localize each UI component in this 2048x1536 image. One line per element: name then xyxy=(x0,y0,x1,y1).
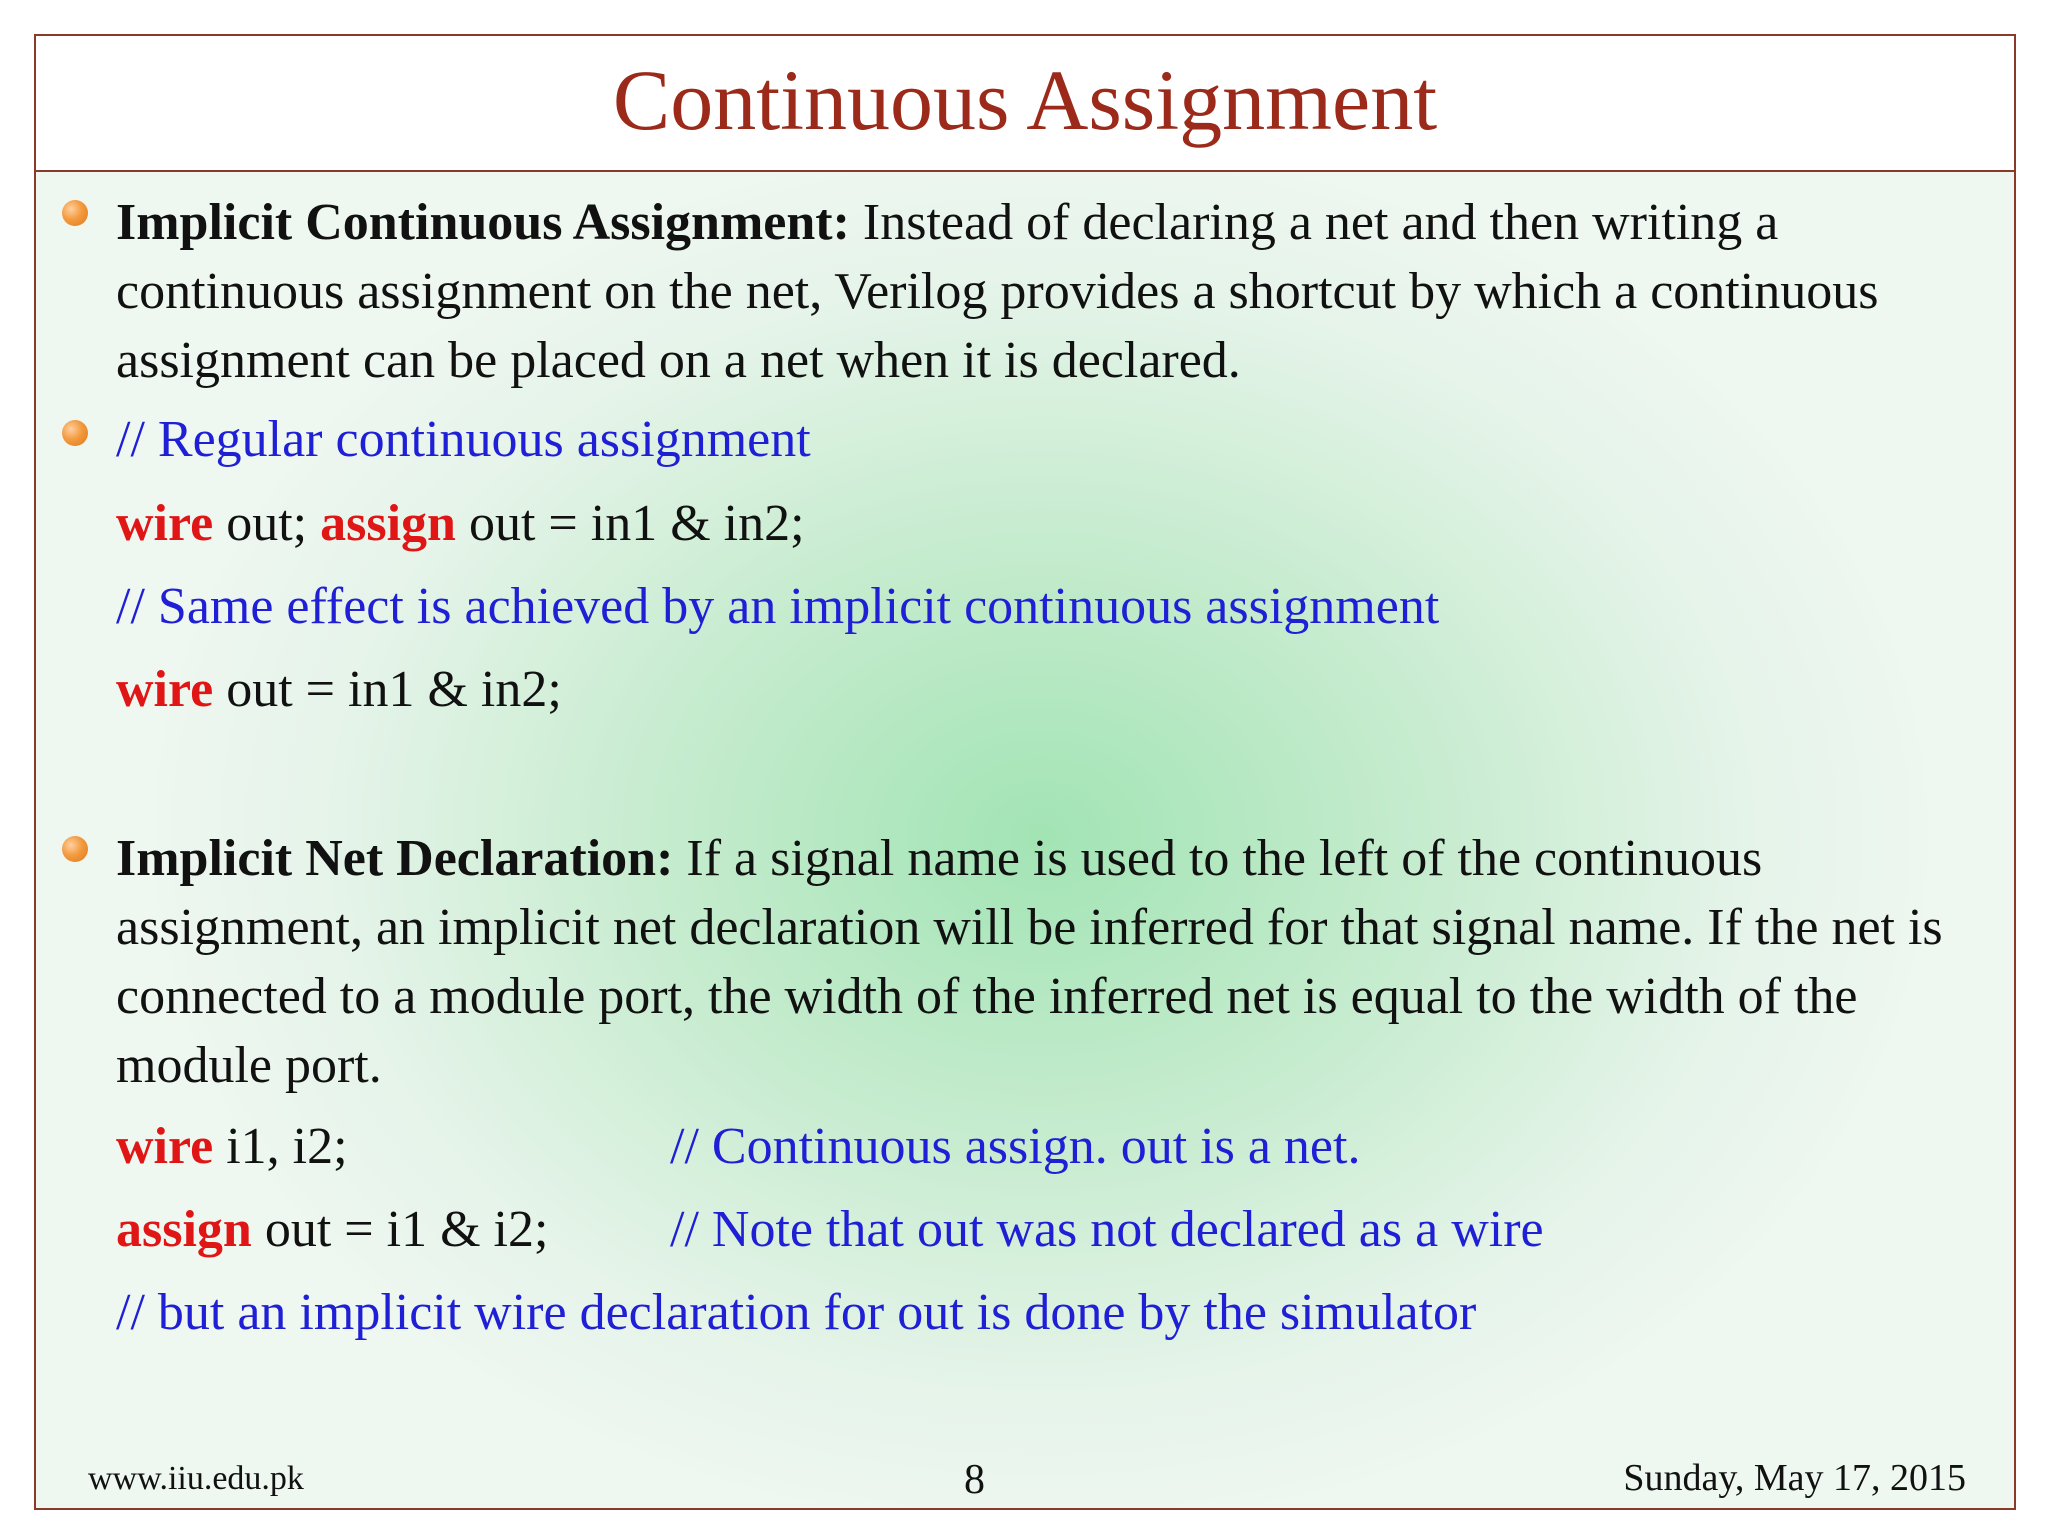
code-text: out = in1 & in2; xyxy=(213,661,562,718)
bullet-dot-icon xyxy=(62,200,88,226)
bullet-term: Implicit Continuous Assignment: xyxy=(116,194,850,251)
bullet-term: Implicit Net Declaration: xyxy=(116,830,674,887)
footer-url: www.iiu.edu.pk xyxy=(88,1460,304,1497)
code-comment: // Regular continuous assignment xyxy=(116,411,811,468)
code-text: i1, i2; xyxy=(213,1118,348,1175)
keyword: wire xyxy=(116,495,214,552)
bullet-implicit-net-declaration xyxy=(116,824,1996,1100)
code-comment: // Continuous assign. out is a net. xyxy=(670,1118,1361,1175)
code-line xyxy=(116,1200,548,1260)
page-number: 8 xyxy=(964,1457,985,1503)
keyword: assign xyxy=(320,495,456,552)
title-bar xyxy=(34,34,2016,172)
keyword: wire xyxy=(116,661,214,718)
code-text: out = in1 & in2; xyxy=(455,495,805,552)
code-text: out; xyxy=(213,495,321,552)
code-line xyxy=(116,1117,348,1177)
code-comment: // but an implicit wire declaration for out is done by the simulator xyxy=(116,1284,1477,1341)
code-line xyxy=(116,494,805,554)
bullet-implicit-continuous-assignment xyxy=(116,188,1996,395)
bullet-dot-icon xyxy=(62,836,88,862)
keyword: wire xyxy=(116,1118,214,1175)
bullet-dot-icon xyxy=(62,420,88,446)
bullet-text: If a signal name is used to the left of the continuous assignment, an implicit net declaration will be inferred for that signal name. If the net is connected to a module port, the width of the inferred net is equal to the width of the module port. xyxy=(116,830,1943,1094)
slide-title: Continuous Assignment xyxy=(612,52,1438,148)
code-comment: // Note that out was not declared as a wire xyxy=(670,1201,1544,1258)
keyword: assign xyxy=(116,1201,252,1258)
code-text: out = i1 & i2; xyxy=(251,1201,549,1258)
code-comment: // Same effect is achieved by an implicit continuous assignment xyxy=(116,578,1440,635)
footer-date: Sunday, May 17, 2015 xyxy=(1623,1457,1966,1499)
bullet-text: Instead of declaring a net and then writing a continuous assignment on the net, Verilog provides a shortcut by which a continuous assignment can be placed on a net when it is declared. xyxy=(116,194,1879,389)
code-line xyxy=(116,660,562,720)
